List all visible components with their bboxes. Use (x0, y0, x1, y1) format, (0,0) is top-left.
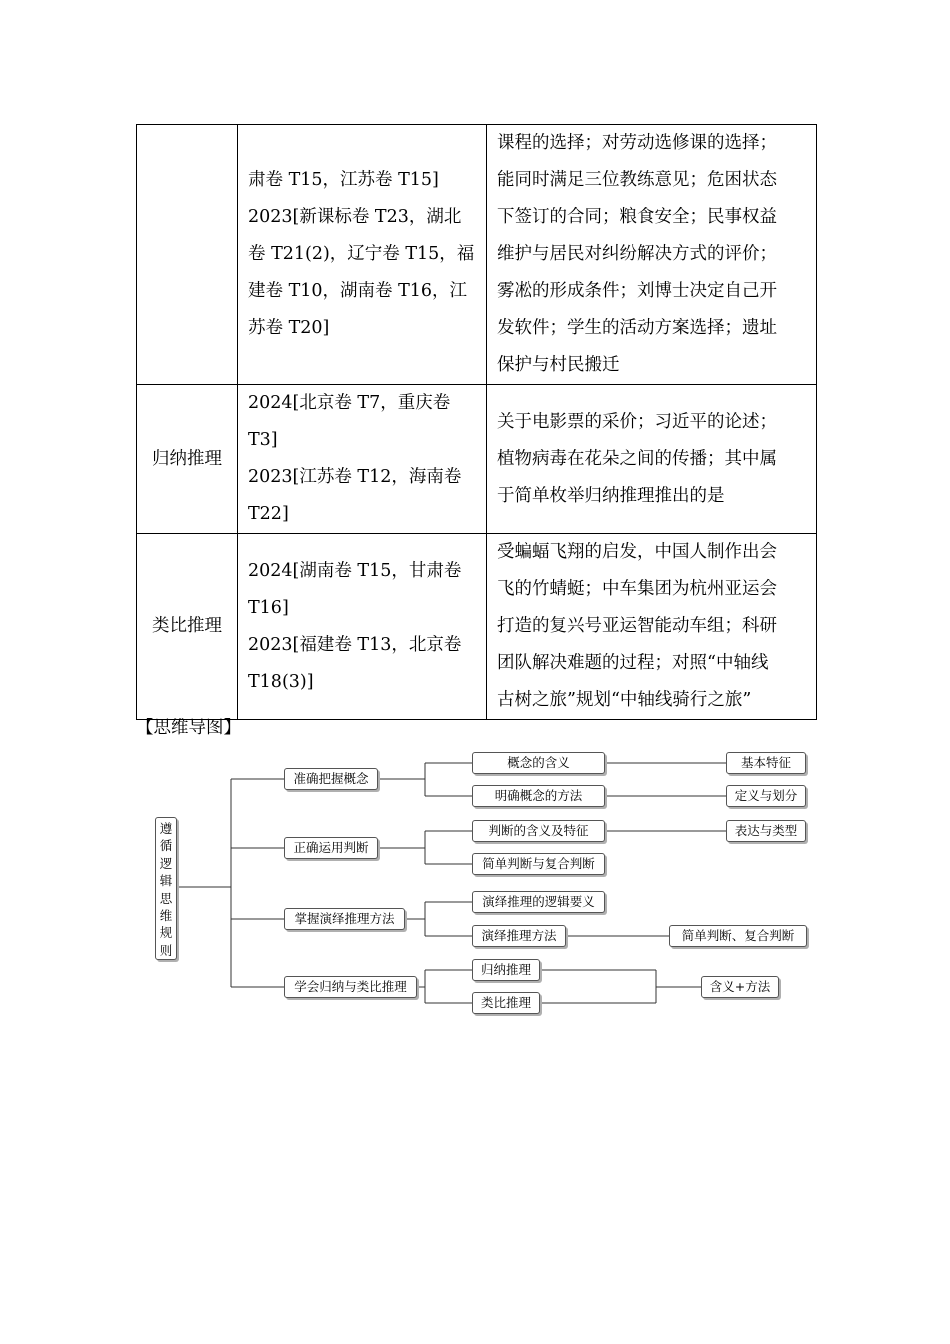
source-line: 建卷 T10，湖南卷 T16，江 (248, 281, 468, 301)
topic-cell (487, 385, 817, 534)
source-line: T18(3)] (248, 671, 314, 692)
topic-cell (487, 534, 817, 720)
root-char: 维 (159, 908, 173, 924)
category-cell: 归纳推理 (137, 385, 238, 534)
source-line: 苏卷 T20] (248, 318, 330, 338)
source-line: 2023[福建卷 T13，北京卷 (248, 634, 462, 655)
topic-line: 维护与居民对纠纷解决方式的评价； (497, 244, 777, 264)
topic-line: 飞的竹蜻蜓；中车集团为杭州亚运会 (497, 579, 777, 599)
source-cell (238, 125, 487, 385)
topic-cell (487, 125, 817, 385)
exam-topic-table (136, 124, 817, 720)
source-line: 2024[湖南卷 T15，甘肃卷 (248, 560, 462, 581)
topic-line: 于简单枚举归纳推理推出的是 (497, 485, 725, 506)
root-char: 逻 (159, 855, 173, 871)
source-line: 2024[北京卷 T7，重庆卷 (248, 393, 451, 413)
mind-map-heading: 【思维导图】 (136, 718, 241, 738)
sub-node: 简单判断与复合判断 (472, 853, 605, 875)
topic-line: 打造的复兴号亚运智能动车组；科研 (497, 616, 777, 636)
category-cell (137, 125, 238, 385)
topic-line: 下签订的合同；粮食安全；民事权益 (497, 207, 777, 227)
leaf-node: 表达与类型 (726, 820, 806, 842)
sub-node: 判断的含义及特征 (472, 820, 605, 842)
table-row (137, 534, 817, 720)
topic-line: 关于电影票的采价；习近平的论述； (497, 411, 777, 432)
topic-line: 能同时满足三位教练意见；危困状态 (497, 170, 777, 190)
root-char: 循 (159, 838, 173, 854)
leaf-node: 简单判断、复合判断 (669, 925, 807, 947)
sub-node: 明确概念的方法 (472, 785, 605, 807)
topic-line: 发软件；学生的活动方案选择；遗址 (497, 318, 777, 338)
topic-line: 保护与村民搬迁 (497, 355, 620, 375)
source-line: 2023[新课标卷 T23，湖北 (248, 207, 462, 227)
table-row (137, 125, 817, 385)
branch-node: 掌握演绎推理方法 (284, 908, 405, 930)
branch-node: 准确把握概念 (284, 768, 378, 790)
mind-map-root-node (155, 817, 177, 960)
leaf-node: 基本特征 (726, 752, 806, 774)
source-line: T22] (248, 504, 289, 524)
leaf-node: 定义与划分 (726, 785, 806, 807)
source-line: 2023[江苏卷 T12，海南卷 (248, 467, 462, 487)
source-cell (238, 534, 487, 720)
sub-node: 类比推理 (472, 992, 540, 1014)
sub-node: 演绎推理的逻辑要义 (472, 891, 605, 913)
root-char: 辑 (159, 873, 173, 889)
branch-node: 学会归纳与类比推理 (284, 976, 417, 998)
topic-line: 植物病毒在花朵之间的传播；其中属 (497, 448, 777, 469)
source-line: 卷 T21(2)，辽宁卷 T15，福 (248, 244, 475, 264)
source-line: T16] (248, 597, 289, 618)
sub-node: 演绎推理方法 (472, 925, 566, 947)
sub-node: 概念的含义 (472, 752, 605, 774)
topic-line: 雾凇的形成条件；刘博士决定自己开 (497, 281, 777, 301)
topic-line: 课程的选择；对劳动选修课的选择； (497, 133, 777, 153)
topic-line: 受蝙蝠飞翔的启发，中国人制作出会 (497, 542, 777, 562)
table-row (137, 385, 817, 534)
root-char: 则 (159, 942, 173, 958)
source-line: T3] (248, 430, 278, 450)
topic-line: 团队解决难题的过程；对照“中轴线 (497, 653, 769, 673)
root-char: 遵 (159, 821, 173, 836)
sub-node: 归纳推理 (472, 959, 540, 981)
category-cell: 类比推理 (137, 534, 238, 720)
source-cell (238, 385, 487, 534)
root-char: 规 (159, 925, 173, 941)
leaf-node: 含义+方法 (701, 976, 779, 998)
source-line: 肃卷 T15，江苏卷 T15] (248, 170, 439, 190)
topic-line: 古树之旅”规划“中轴线骑行之旅” (497, 690, 752, 710)
branch-node: 正确运用判断 (284, 837, 378, 859)
root-char: 思 (159, 890, 173, 906)
